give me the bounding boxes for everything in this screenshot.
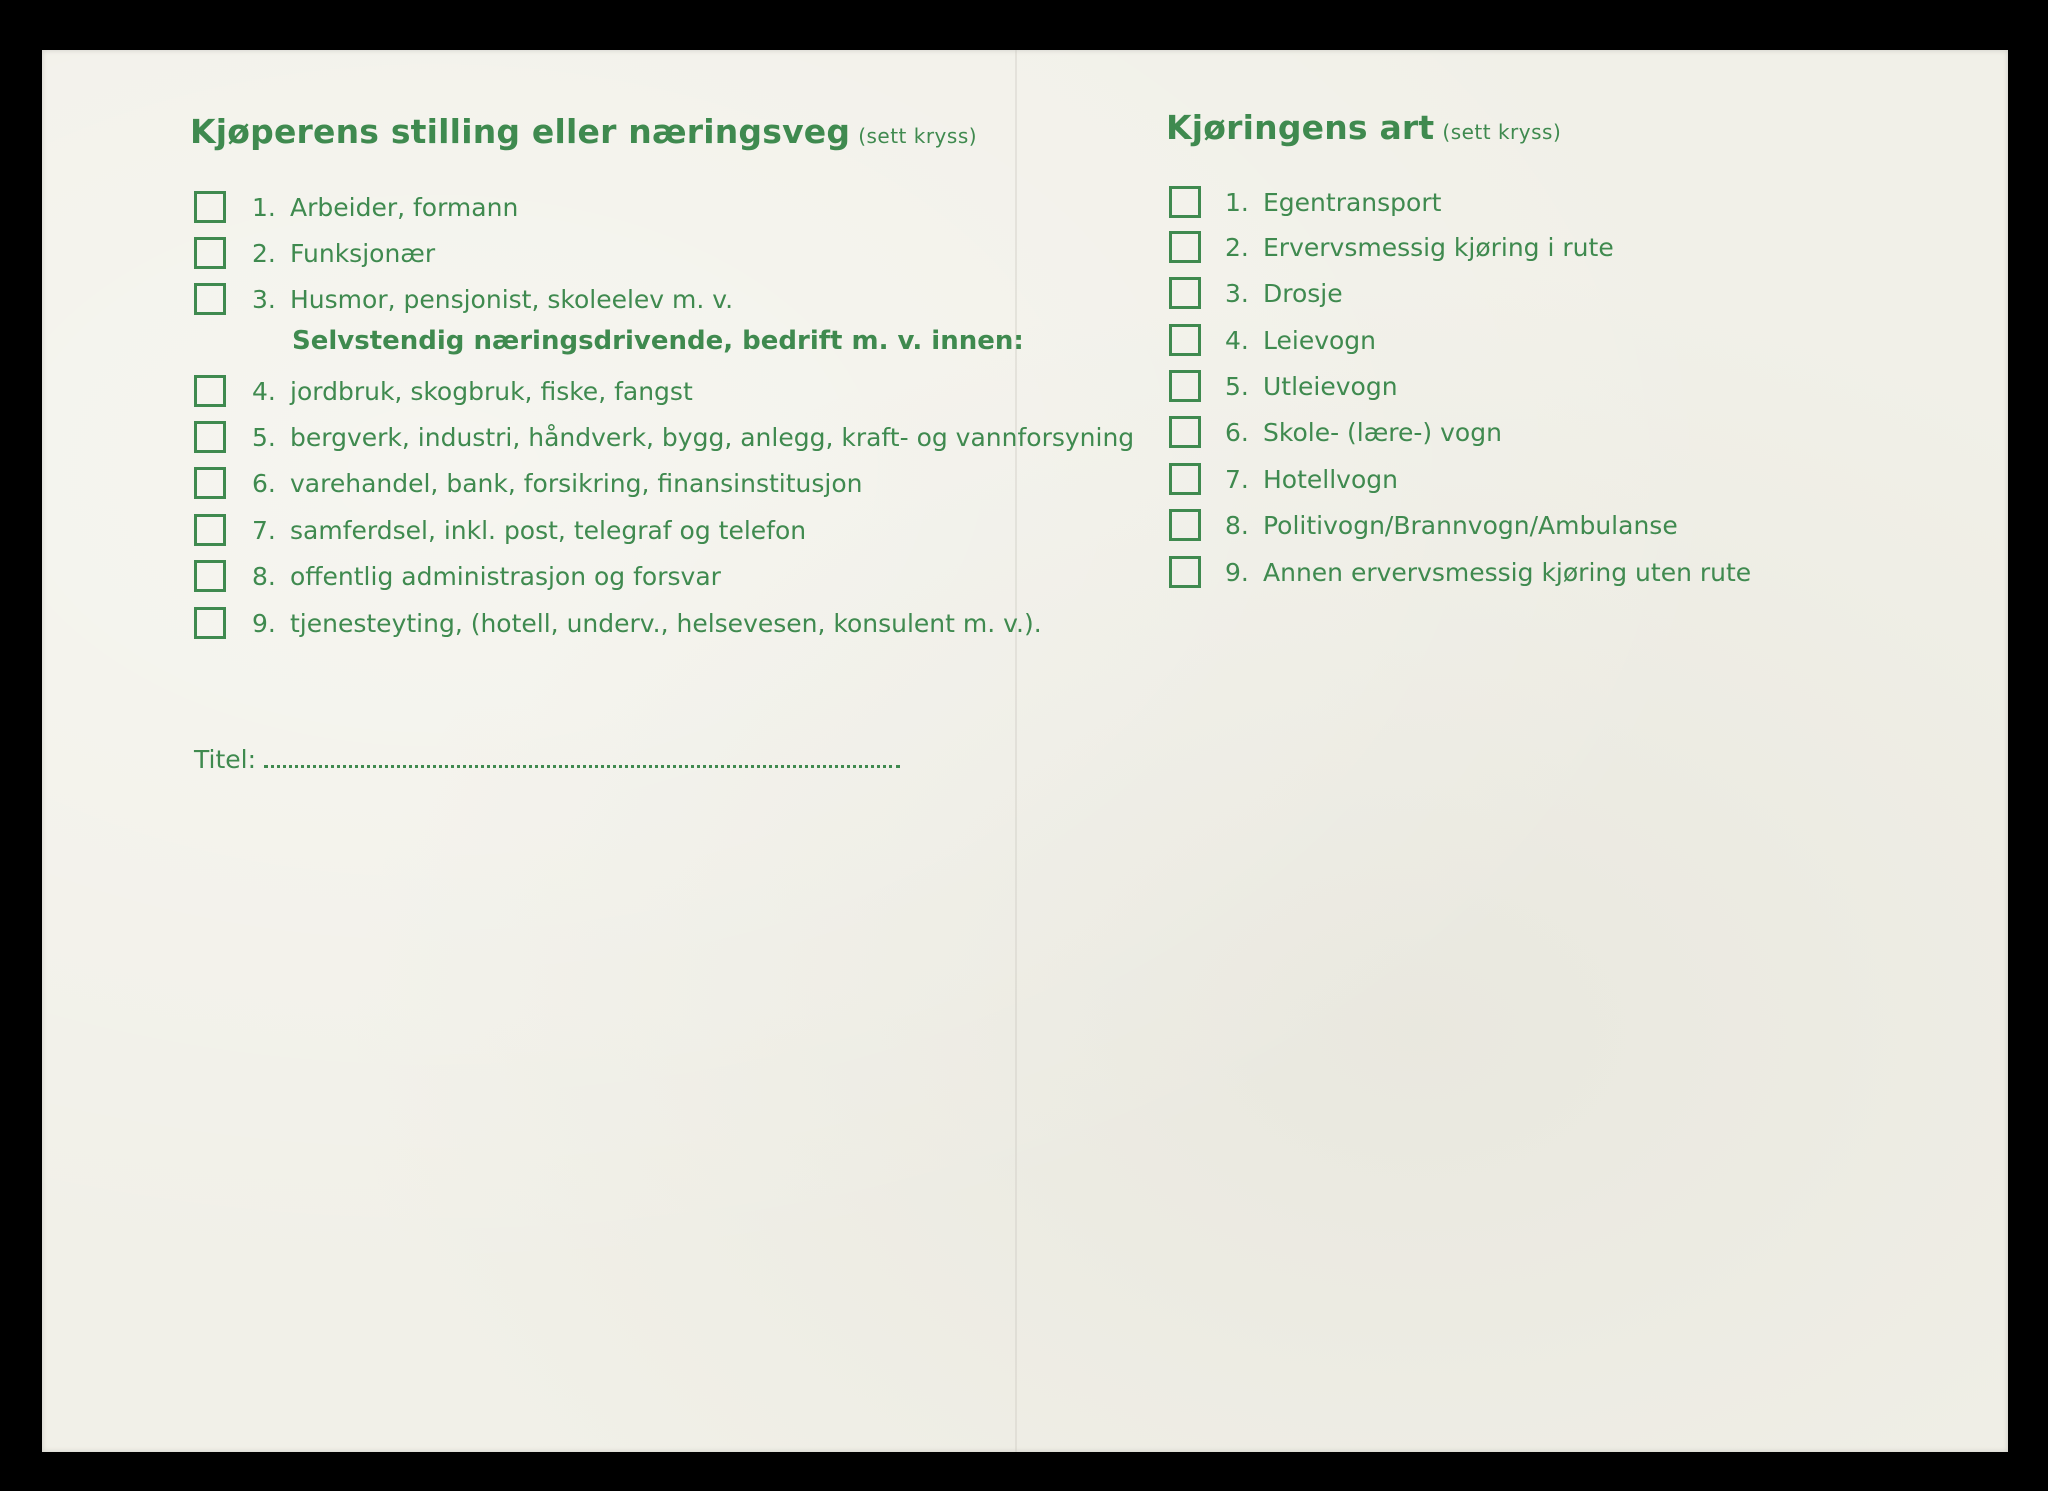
option-number: 2. <box>1225 232 1249 262</box>
checkbox[interactable] <box>194 421 226 453</box>
option-label: Husmor, pensjonist, skoleelev m. v. <box>290 284 734 314</box>
checkbox[interactable] <box>1169 231 1201 263</box>
driving-type-heading <box>1166 108 1561 147</box>
buyer-option-9[interactable] <box>194 604 1042 642</box>
option-label: bergverk, industri, håndverk, bygg, anlegg, kraft- og vannforsyning <box>290 422 1135 452</box>
buyer-option-6[interactable] <box>194 464 863 502</box>
checkbox[interactable] <box>1169 556 1201 588</box>
titel-dotted-line[interactable] <box>264 745 900 768</box>
checkbox[interactable] <box>1169 277 1201 309</box>
option-label: Hotellvogn <box>1263 464 1398 494</box>
driving-option-9[interactable] <box>1169 553 1751 591</box>
checkbox[interactable] <box>1169 416 1201 448</box>
option-number: 8. <box>1225 510 1249 540</box>
checkbox[interactable] <box>194 607 226 639</box>
option-label: Utleievogn <box>1263 371 1398 401</box>
checkbox[interactable] <box>194 375 226 407</box>
option-number: 1. <box>1225 187 1249 217</box>
option-number: 3. <box>1225 278 1249 308</box>
buyer-option-8[interactable] <box>194 557 721 595</box>
option-label: samferdsel, inkl. post, telegraf og telefon <box>290 515 807 545</box>
buyer-option-3[interactable] <box>194 280 733 318</box>
option-number: 8. <box>252 561 276 591</box>
option-number: 4. <box>1225 325 1249 355</box>
checkbox[interactable] <box>1169 509 1201 541</box>
option-label: Leievogn <box>1263 325 1377 355</box>
titel-field[interactable] <box>194 745 900 774</box>
option-number: 3. <box>252 284 276 314</box>
buyer-option-1[interactable] <box>194 188 518 226</box>
option-label: varehandel, bank, forsikring, finansinstitusjon <box>290 468 863 498</box>
checkbox[interactable] <box>194 237 226 269</box>
driving-option-7[interactable] <box>1169 460 1398 498</box>
buyer-occupation-heading <box>190 112 977 151</box>
option-number: 2. <box>252 238 276 268</box>
option-number: 6. <box>1225 417 1249 447</box>
option-number: 7. <box>252 515 276 545</box>
buyer-occupation-heading-text: Kjøperens stilling eller næringsveg <box>190 112 851 151</box>
option-label: jordbruk, skogbruk, fiske, fangst <box>290 376 693 406</box>
checkbox[interactable] <box>194 283 226 315</box>
option-label: Funksjonær <box>290 238 436 268</box>
checkbox[interactable] <box>1169 370 1201 402</box>
option-number: 4. <box>252 376 276 406</box>
driving-option-6[interactable] <box>1169 413 1502 451</box>
option-label: Drosje <box>1263 278 1343 308</box>
option-label: Annen ervervsmessig kjøring uten rute <box>1263 557 1752 587</box>
buyer-option-4[interactable] <box>194 372 693 410</box>
option-label: tjenesteyting, (hotell, underv., helsevesen, konsulent m. v.). <box>290 608 1042 638</box>
buyer-option-7[interactable] <box>194 511 806 549</box>
driving-option-4[interactable] <box>1169 321 1376 359</box>
driving-option-5[interactable] <box>1169 367 1398 405</box>
driving-option-1[interactable] <box>1169 183 1441 221</box>
option-number: 6. <box>252 468 276 498</box>
option-label: offentlig administrasjon og forsvar <box>290 561 721 591</box>
option-number: 7. <box>1225 464 1249 494</box>
checkbox[interactable] <box>194 560 226 592</box>
driving-type-heading-text: Kjøringens art <box>1166 108 1435 147</box>
option-label: Arbeider, formann <box>290 192 519 222</box>
checkbox[interactable] <box>1169 463 1201 495</box>
option-number: 9. <box>1225 557 1249 587</box>
option-number: 9. <box>252 608 276 638</box>
option-number: 5. <box>1225 371 1249 401</box>
buyer-option-2[interactable] <box>194 234 435 272</box>
driving-type-hint: (sett kryss) <box>1442 120 1562 144</box>
paper-fold <box>1015 50 1017 1452</box>
self-employed-subheading: Selvstendig næringsdrivende, bedrift m. v. innen: <box>292 326 1024 356</box>
checkbox[interactable] <box>1169 324 1201 356</box>
checkbox[interactable] <box>194 514 226 546</box>
driving-option-8[interactable] <box>1169 506 1678 544</box>
option-label: Politivogn/Brannvogn/Ambulanse <box>1263 510 1678 540</box>
checkbox[interactable] <box>1169 186 1201 218</box>
option-label: Ervervsmessig kjøring i rute <box>1263 232 1614 262</box>
option-number: 1. <box>252 192 276 222</box>
titel-label: Titel: <box>194 745 256 774</box>
buyer-occupation-hint: (sett kryss) <box>858 124 978 148</box>
option-label: Skole- (lære-) vogn <box>1263 417 1502 447</box>
checkbox[interactable] <box>194 467 226 499</box>
option-number: 5. <box>252 422 276 452</box>
option-label: Egentransport <box>1263 187 1442 217</box>
driving-option-3[interactable] <box>1169 274 1343 312</box>
buyer-option-5[interactable] <box>194 418 1134 456</box>
checkbox[interactable] <box>194 191 226 223</box>
driving-option-2[interactable] <box>1169 228 1614 266</box>
